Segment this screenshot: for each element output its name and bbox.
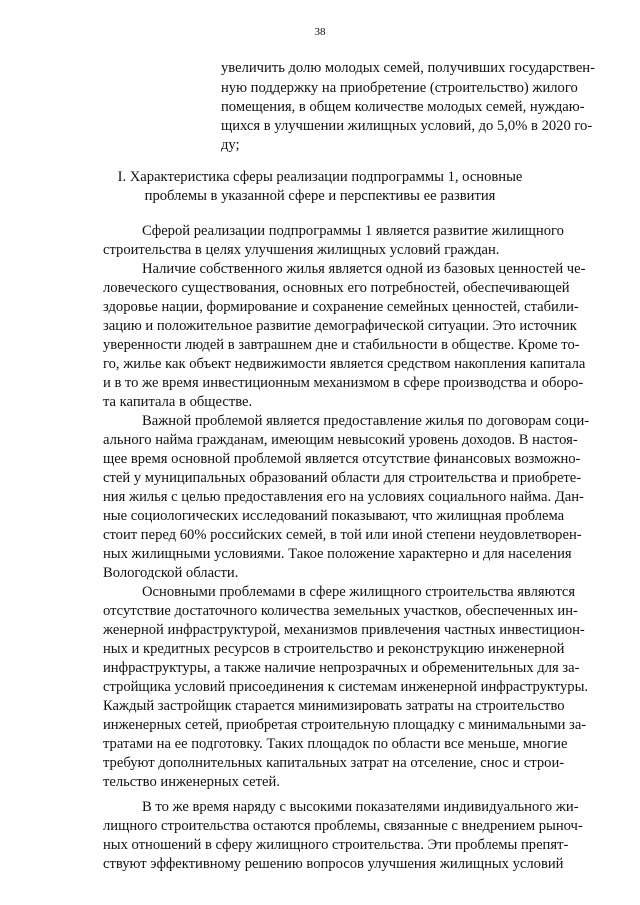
- body-line: ных отношений в сферу жилищного строительства. Эти проблемы препят-: [103, 837, 569, 853]
- body-line: лищного строительства остаются проблемы, связанные с внедрением рыноч-: [103, 818, 583, 834]
- body-line: тратами на ее подготовку. Таких площадок по области все меньше, многие: [103, 736, 568, 752]
- body-line: отсутствие достаточного количества земельных участков, обеспеченных ин-: [103, 603, 578, 619]
- body-line: уверенности людей в завтрашнем дне и стабильности в обществе. Кроме то-: [103, 337, 580, 353]
- body-line: ния жилья с целью предоставления его на условиях социального найма. Дан-: [103, 489, 584, 505]
- body-line: строительства в целях улучшения жилищных условий граждан.: [103, 242, 500, 258]
- body-line: стоит перед 60% российских семей, в той или иной степени неудовлетворен-: [103, 527, 582, 543]
- body-line: ных жилищными условиями. Такое положение характерно и для населения: [103, 546, 572, 562]
- body-line: щее время основной проблемой является отсутствие финансовых возможно-: [103, 451, 581, 467]
- body-line: Основными проблемами в сфере жилищного строительства являются: [142, 584, 576, 600]
- body-line: инфраструктуры, а также наличие непрозрачных и обременительных для за-: [103, 660, 580, 676]
- body-line: тельство инженерных сетей.: [103, 774, 280, 790]
- section-heading-line: проблемы в указанной сфере и перспективы ее развития: [144, 188, 496, 204]
- body-line: ных и кредитных ресурсов в строительство и реконструкцию инженерной: [103, 641, 565, 657]
- body-line: требуют дополнительных капитальных затрат на отселение, снос и строи-: [103, 755, 565, 771]
- body-line: го, жилье как объект недвижимости является средством накопления капитала: [103, 356, 586, 372]
- body-line: Сферой реализации подпрограммы 1 является развитие жилищного: [142, 223, 564, 239]
- body-line: стей у муниципальных образований области для строительства и приобрете-: [103, 470, 582, 486]
- intro-line: помещения, в общем количестве молодых семей, нуждаю-: [221, 99, 585, 115]
- body-line: Важной проблемой является предоставление жилья по договорам соци-: [142, 413, 590, 429]
- body-line: ствуют эффективному решению вопросов улучшения жилищных условий: [103, 856, 564, 872]
- body-line: Наличие собственного жилья является одной из базовых ценностей че-: [142, 261, 586, 277]
- body-line: здоровье нации, формирование и сохранение семейных ценностей, стабили-: [103, 299, 579, 315]
- body-line: инженерных сетей, приобретая строительную площадку с минимальными за-: [103, 717, 587, 733]
- body-line: В то же время наряду с высокими показателями индивидуального жи-: [142, 799, 579, 815]
- body-line: ловеческого существования, основных его потребностей, обеспечивающей: [103, 280, 570, 296]
- intro-line: ду;: [221, 137, 240, 153]
- intro-line: увеличить долю молодых семей, получивших государствен-: [221, 60, 595, 76]
- intro-line: щихся в улучшении жилищных условий, до 5,0% в 2020 го-: [221, 118, 593, 134]
- body-line: ные социологических исследований показывают, что жилищная проблема: [103, 508, 565, 524]
- page-number: 38: [314, 26, 326, 38]
- body-line: стройщика условий присоединения к системам инженерной инфраструктуры.: [103, 679, 589, 695]
- body-line: Каждый застройщик старается минимизировать затраты на строительство: [103, 698, 565, 714]
- body-line: зацию и положительное развитие демографической ситуации. Это источник: [103, 318, 577, 334]
- body-line: и в то же время инвестиционным механизмом в сфере производства и оборо-: [103, 375, 584, 391]
- section-heading-line: I. Характеристика сферы реализации подпрограммы 1, основные: [117, 169, 523, 185]
- body-line: ального найма гражданам, имеющим невысокий уровень доходов. В настоя-: [103, 432, 578, 448]
- intro-line: ную поддержку на приобретение (строительство) жилого: [221, 80, 578, 96]
- body-line: Вологодской области.: [103, 565, 239, 581]
- body-line: та капитала в обществе.: [103, 394, 253, 410]
- body-line: женерной инфраструктурой, механизмов привлечения частных инвестицион-: [103, 622, 585, 638]
